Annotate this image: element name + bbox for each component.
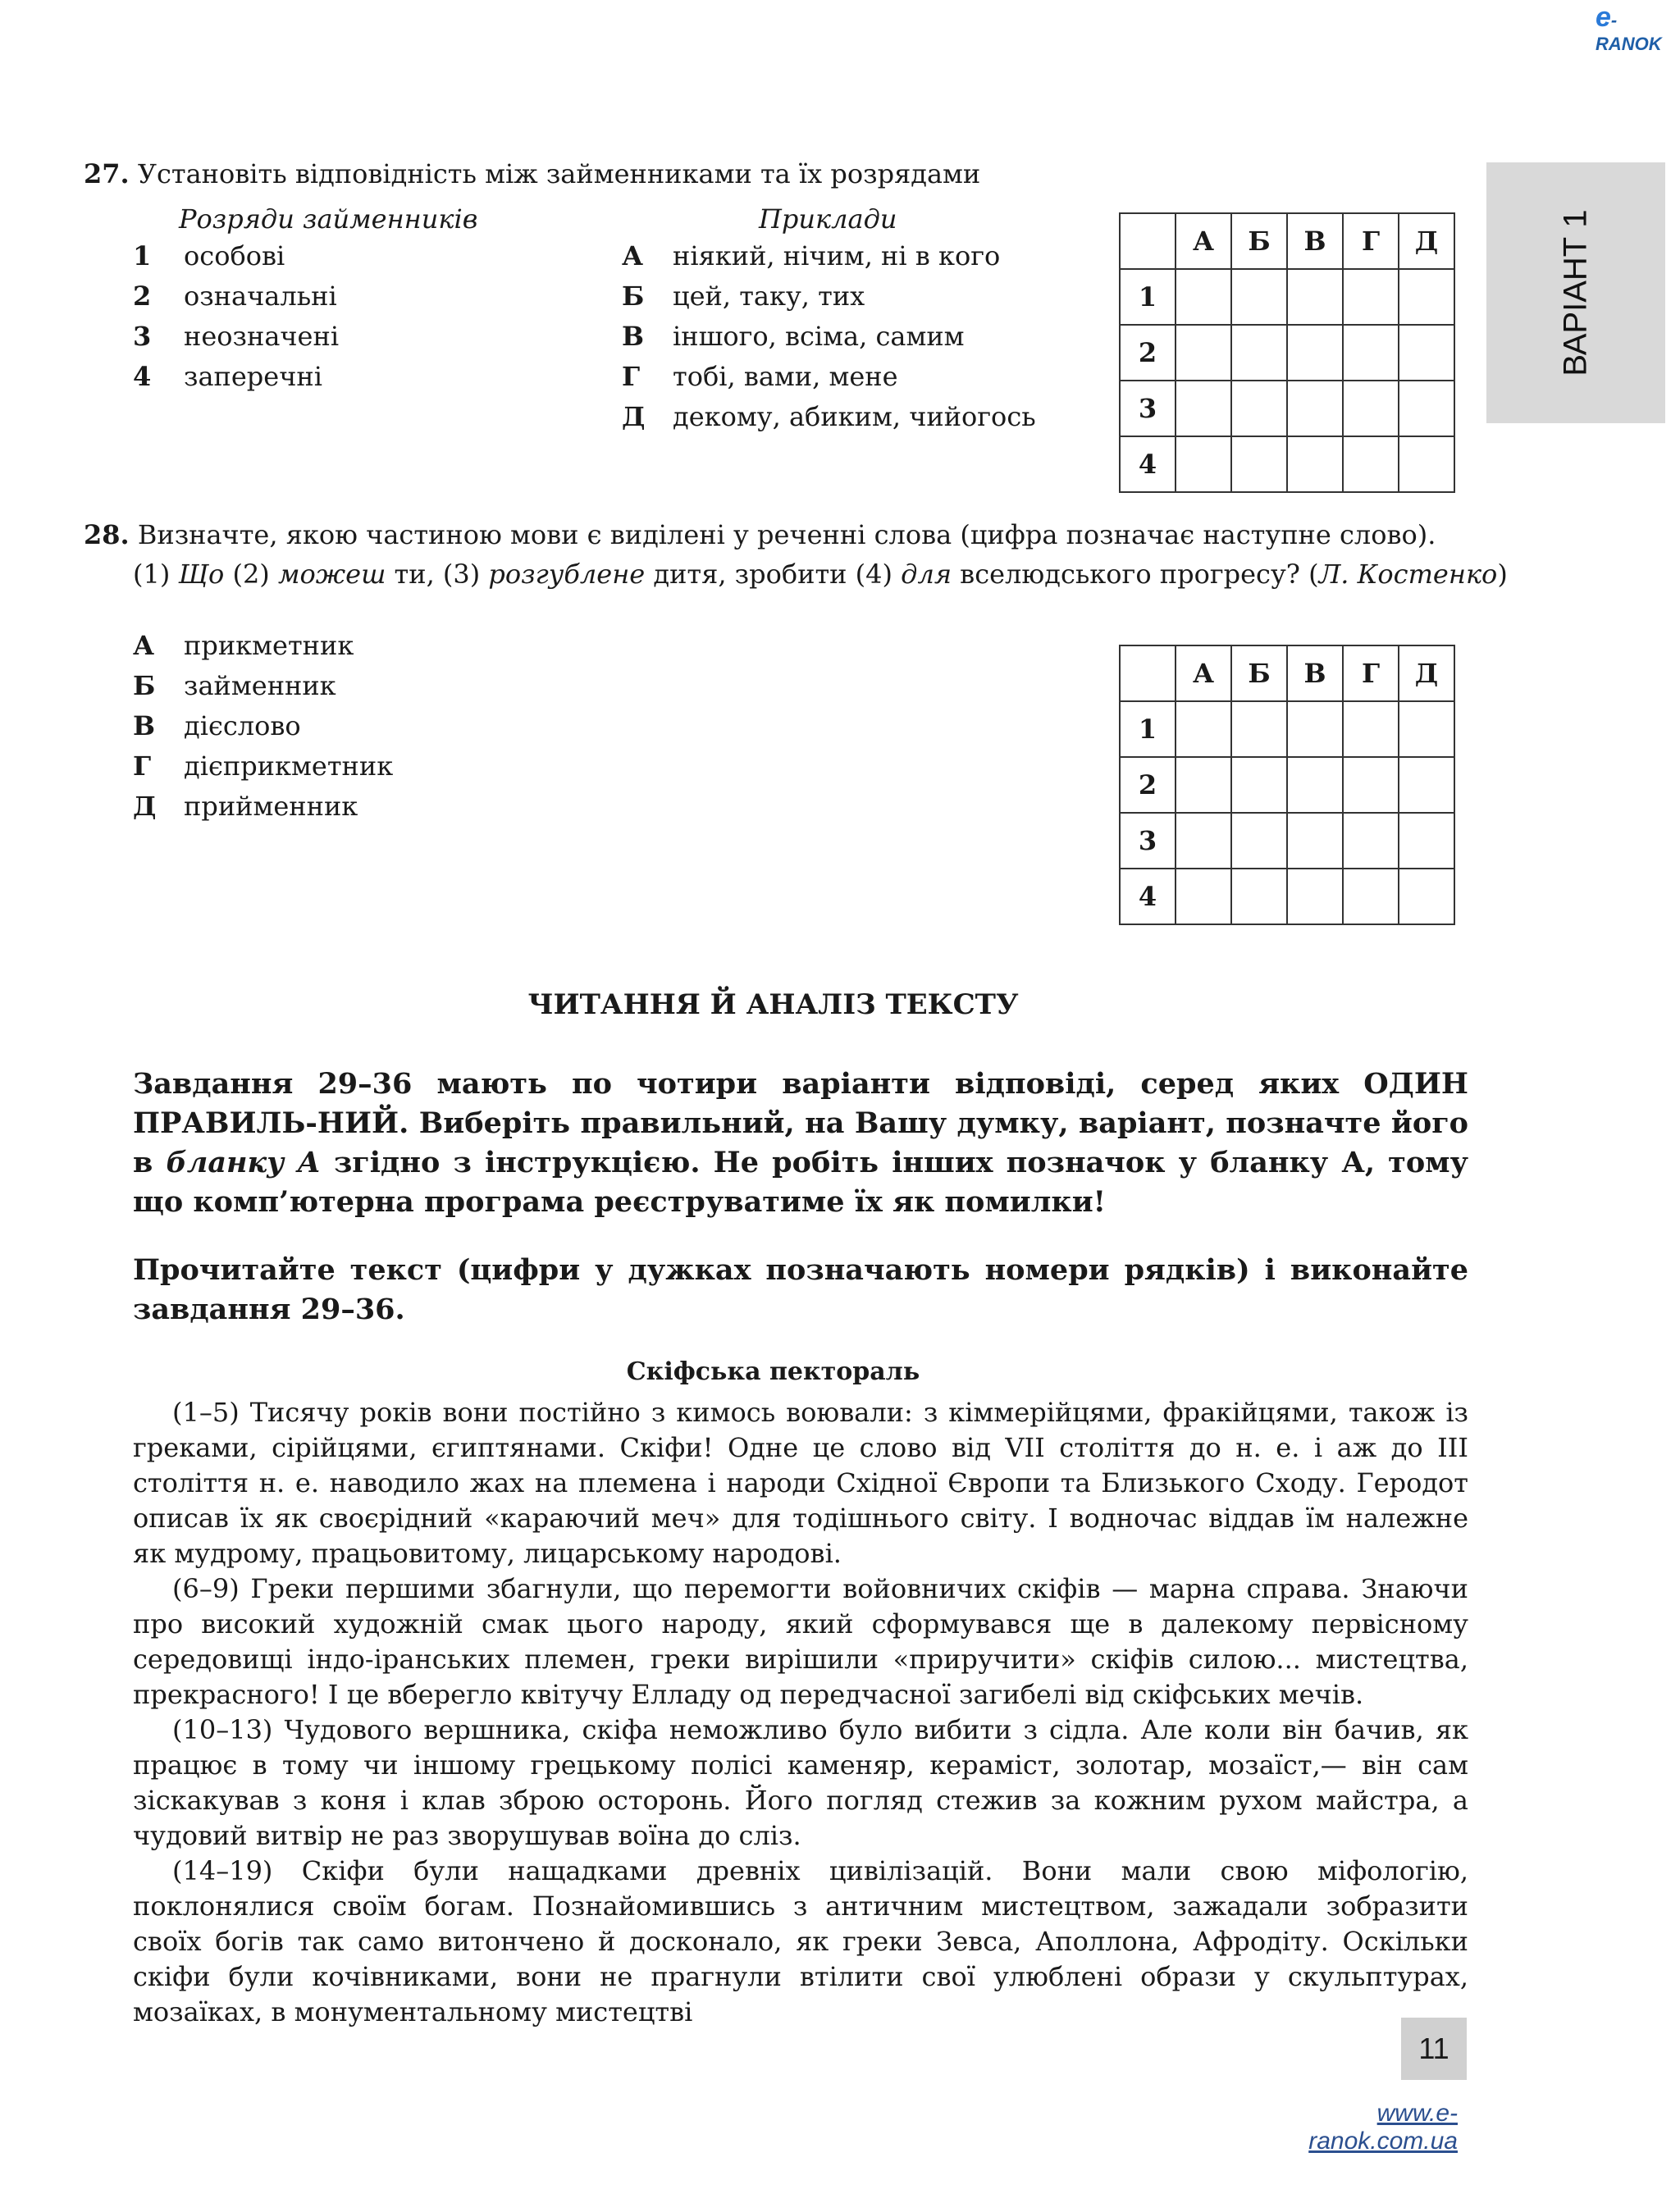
grid-cell[interactable] [1287, 325, 1343, 381]
q27-right-list [622, 240, 1036, 441]
grid-cell[interactable] [1231, 269, 1287, 325]
grid-cell[interactable] [1176, 269, 1231, 325]
grid-cell[interactable] [1287, 381, 1343, 436]
grid-cell[interactable] [1231, 381, 1287, 436]
grid-corner [1120, 645, 1176, 701]
grid-row-header: 2 [1120, 325, 1176, 381]
grid-cell[interactable] [1287, 269, 1343, 325]
list-item: В іншого, всіма, самим [622, 321, 965, 352]
grid-corner [1120, 213, 1176, 269]
grid-cell[interactable] [1399, 436, 1454, 492]
list-item: 1 особові [133, 240, 285, 271]
variant-tab-label: ВАРІАНТ 1 [1557, 209, 1594, 376]
grid-cell[interactable] [1287, 757, 1343, 813]
grid-row-header: 3 [1120, 381, 1176, 436]
grid-cell[interactable] [1176, 757, 1231, 813]
grid-cell[interactable] [1343, 381, 1399, 436]
grid-cell[interactable] [1176, 701, 1231, 757]
list-item: 2 означальні [133, 280, 337, 312]
reading-text [133, 1395, 1468, 2030]
publisher-logo: e-RANOK [1596, 2, 1662, 54]
paragraph: (10–13) Чудового вершника, скіфа неможливо було вибити з сідла. Але коли він бачив, як працює в тому чи іншому грецькому полісі каменяр, кераміст, золотар, мозаїст,— він сам зіскакував з коня і клав зброю осторонь. Його погляд стежив за кожним рухом майстра, а чудовий витвір не раз зворушував воїна до сліз. [133, 1714, 1468, 1851]
list-item: Д декому, абиким, чийогось [622, 401, 1036, 432]
grid-cell[interactable] [1287, 869, 1343, 924]
paragraph: (1–5) Тисячу років вони постійно з кимось воювали: з кіммерійцями, фракійцями, також із греками, сірійцями, єгиптянами. Скіфи! Одне це слово від VII століття до н. е. і аж до ІІІ століття н. е. наводило жах на племена і народи Східної Європи та Близького Сходу. Геродот описав їх як своєрідний «караючий меч» для тодішнього світу. І водночас віддав їм належне як мудрому, працьовитому, лицарському народові. [133, 1397, 1468, 1569]
grid-cell[interactable] [1287, 701, 1343, 757]
q27-left-caption: Розряди займенників [179, 203, 478, 235]
grid-cell[interactable] [1343, 325, 1399, 381]
list-item: Д прийменник [133, 791, 358, 822]
grid-cell[interactable] [1176, 381, 1231, 436]
question-28-sentence: (1) Що (2) можеш ти, (3) розгублене дитя, зробити (4) для вселюдського прогресу? (Л. Костенко) [133, 559, 1508, 590]
grid-col-header: А [1176, 213, 1231, 269]
grid-cell[interactable] [1231, 436, 1287, 492]
grid-row-header: 1 [1120, 701, 1176, 757]
grid-col-header: Д [1399, 213, 1454, 269]
paragraph: (14–19) Скіфи були нащадками древніх цивілізацій. Вони мали свою міфологію, поклонялися своїм богам. Познайомившись з античним мистецтвом, зажадали зобразити своїх богів так само витончено й досконало, як греки Зевса, Аполлона, Афродіту. Оскільки скіфи були кочівниками, вони не прагнули втілити свої улюблені образи у скульптурах, мозаїках, в монументальному мистецтві [133, 1855, 1468, 2027]
list-item: Б цей, таку, тих [622, 280, 865, 312]
list-item: Г дієприкметник [133, 750, 394, 782]
list-item: А прикметник [133, 630, 354, 661]
grid-cell[interactable] [1399, 757, 1454, 813]
grid-cell[interactable] [1176, 813, 1231, 869]
grid-cell[interactable] [1399, 701, 1454, 757]
paragraph: (6–9) Греки першими збагнули, що перемогти войовничих скіфів — марна справа. Знаючи про високий художній смак цього народу, який сформувався ще в далекому первісному середовищі індо-іранських племен, греки вирішили «приручити» скіфів силою... мистецтва, прекрасного! І це вберегло квітучу Елладу од передчасної загибелі від скіфських мечів. [133, 1573, 1468, 1710]
answer-grid-27 [1119, 212, 1455, 493]
q27-left-list [133, 240, 339, 401]
grid-cell[interactable] [1176, 436, 1231, 492]
list-item: 3 неозначені [133, 321, 340, 352]
grid-cell[interactable] [1343, 436, 1399, 492]
grid-cell[interactable] [1343, 869, 1399, 924]
grid-col-header: Д [1399, 645, 1454, 701]
grid-cell[interactable] [1231, 325, 1287, 381]
grid-cell[interactable] [1343, 269, 1399, 325]
variant-tab [1486, 162, 1665, 423]
grid-col-header: Б [1231, 213, 1287, 269]
grid-row-header: 2 [1120, 757, 1176, 813]
q28-options [133, 630, 393, 831]
grid-cell[interactable] [1176, 869, 1231, 924]
grid-cell[interactable] [1399, 325, 1454, 381]
grid-cell[interactable] [1231, 813, 1287, 869]
answer-grid-28 [1119, 645, 1455, 925]
grid-cell[interactable] [1231, 701, 1287, 757]
grid-cell[interactable] [1287, 813, 1343, 869]
grid-cell[interactable] [1231, 757, 1287, 813]
question-27-prompt: 27. Установіть відповідність між займенниками та їх розрядами [84, 158, 981, 189]
text-title: Скіфська пектораль [626, 1357, 920, 1386]
grid-col-header: Б [1231, 645, 1287, 701]
grid-cell[interactable] [1399, 381, 1454, 436]
grid-cell[interactable] [1399, 869, 1454, 924]
grid-col-header: В [1287, 645, 1343, 701]
list-item: А ніякий, нічим, ні в кого [622, 240, 1001, 271]
grid-col-header: В [1287, 213, 1343, 269]
grid-cell[interactable] [1399, 269, 1454, 325]
grid-row-header: 4 [1120, 436, 1176, 492]
grid-col-header: Г [1343, 213, 1399, 269]
grid-cell[interactable] [1399, 813, 1454, 869]
reading-instruction: Прочитайте текст (цифри у дужках позначають номери рядків) і виконайте завдання 29–36. [133, 1253, 1468, 1326]
grid-cell[interactable] [1343, 757, 1399, 813]
section-title: ЧИТАННЯ Й АНАЛІЗ ТЕКСТУ [527, 988, 1019, 1021]
grid-cell[interactable] [1343, 701, 1399, 757]
grid-cell[interactable] [1176, 325, 1231, 381]
website-link[interactable]: www.e-ranok.com.ua [1308, 2100, 1458, 2155]
q27-right-caption: Приклади [759, 203, 897, 235]
list-item: 4 заперечні [133, 361, 322, 392]
list-item: Б займенник [133, 670, 336, 701]
grid-cell[interactable] [1287, 436, 1343, 492]
grid-row-header: 1 [1120, 269, 1176, 325]
grid-cell[interactable] [1343, 813, 1399, 869]
grid-cell[interactable] [1231, 869, 1287, 924]
list-item: В дієслово [133, 710, 301, 741]
logo-e-icon: e [1596, 2, 1611, 33]
question-28-prompt: 28. Визначте, якою частиною мови є виділені у реченні слова (цифра позначає наступне слово). [84, 519, 1436, 550]
grid-row-header: 3 [1120, 813, 1176, 869]
page-number: 11 [1401, 2018, 1467, 2080]
grid-col-header: Г [1343, 645, 1399, 701]
grid-col-header: А [1176, 645, 1231, 701]
instructions-block: Завдання 29–36 мають по чотири варіанти відповіді, серед яких ОДИН ПРАВИЛЬ-НИЙ. Виберіть правильний, на Вашу думку, варіант, позначте його в бланку А згідно з інструкцією. Не робіть інших позначок у бланку А, тому що комп’ютерна програма реєструватиме їх як помилки! [133, 1067, 1468, 1219]
grid-row-header: 4 [1120, 869, 1176, 924]
list-item: Г тобі, вами, мене [622, 361, 898, 392]
